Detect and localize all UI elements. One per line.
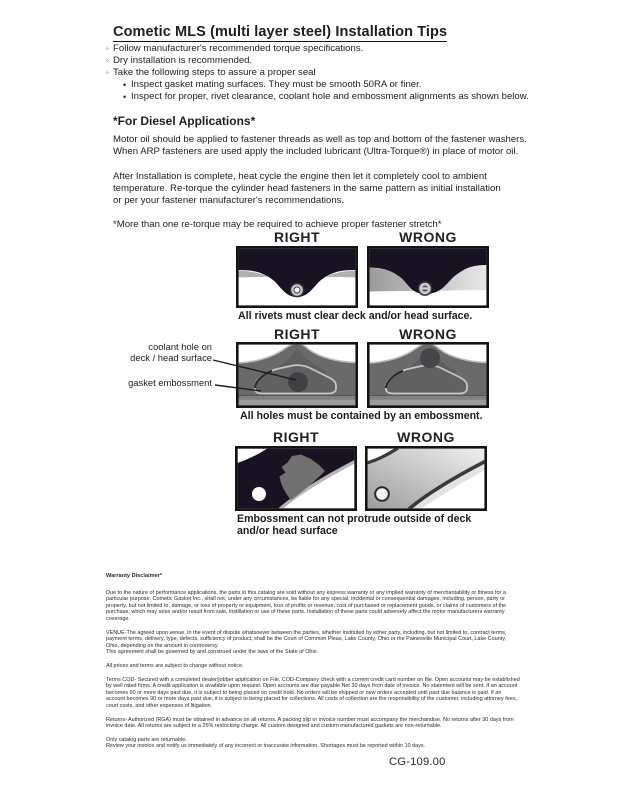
paragraph-line: After Installation is complete, heat cycle the engine then let it completely cool to ambient: [113, 170, 487, 182]
disclaimer-paragraph: All prices and terms are subject to change without notice.: [106, 662, 244, 669]
disclaimer-paragraph: Only catalog parts are returnable.: [106, 736, 187, 743]
bullet-icon: •: [123, 92, 127, 102]
fig3-caption: [237, 513, 471, 538]
fig3-wrong-panel: [365, 446, 487, 511]
fig2-right-label: RIGHT: [273, 326, 321, 342]
tip-text: Follow manufacturer's recommended torque specifications.: [113, 43, 364, 54]
bullet-icon: ◦: [106, 68, 109, 77]
list-item: [106, 67, 576, 79]
bolt-hole: [375, 487, 389, 501]
tip-text: Inspect gasket mating surfaces. They must be smooth 50RA or finer.: [131, 79, 422, 90]
list-item: [106, 43, 576, 55]
fig2-caption: All holes must be contained by an embossment.: [240, 410, 483, 422]
disclaimer-paragraph: VENUE-The agreed upon venue, in the event of dispute whatsoever between the parties, whether instituted by either party, including, but not limited to, contract terms, payment terms, delivery, type, defects, sufficiency of product, shall be the Court of Common Pleas, Lake County, Ohio or the Painesville Municipal Court, Lake County, Ohio, depending on the amount in controversy.: [106, 629, 507, 649]
label-line: gasket embossment: [128, 377, 212, 388]
tip-text: Inspect for proper, rivet clearance, coolant hole and embossment alignments as shown below.: [131, 91, 529, 102]
coolant-hole: [288, 372, 308, 392]
document-code: CG-109.00: [389, 756, 446, 768]
coolant-hole-label: [104, 341, 212, 364]
fig3-right-panel: [235, 446, 357, 511]
disclaimer-paragraph: Review your invoice and notify us immediately of any incorrect or inaccurate information. Shortages must be reported within 10 days.: [106, 743, 426, 750]
fig1-wrong-panel: [367, 246, 489, 308]
paragraph: [113, 134, 593, 158]
label-line: coolant hole on: [148, 341, 212, 352]
coolant-hole: [420, 348, 440, 368]
paragraph-line: *More than one re-torque may be required to achieve proper fastener stretch*: [113, 219, 442, 231]
list-item: [106, 55, 576, 67]
paragraph-line: or per your fastener manufacturer's recommendations.: [113, 195, 345, 207]
fig2-right-panel: [236, 342, 358, 408]
label-line: deck / head surface: [130, 352, 212, 364]
bullet-icon: •: [123, 80, 127, 90]
fig2-wrong-panel: [367, 342, 489, 408]
fig3-right-label: RIGHT: [272, 429, 320, 445]
paragraph-line: temperature. Re-torque the cylinder head fasteners in the same pattern as initial installation: [113, 182, 501, 194]
fig1-caption: All rivets must clear deck and/or head surface.: [238, 310, 473, 322]
gasket-embossment-label: [104, 377, 212, 388]
caption-line: Embossment can not protrude outside of deck: [237, 513, 472, 525]
page-title: Cometic MLS (multi layer steel) Installation Tips: [113, 24, 448, 40]
disclaimer-paragraph: Terms COD- Secured with a completed dealer/jobber application on File, COD-Company check with a current credit card number on file. Open accounts may be established by well rated firms. A credit application is available upon request. Open accounts are due payable Net 30 days from date of invoice. No statement will be sent. If an account becomes 60 or more days past due, it is subject to being placed on credit hold. No orders will be shipped or new orders accepted until past due balance is paid. If an account becomes 90 or more days past due, it is subject to being placed for collections. All costs of collection are the responsibility of the customer, including attorney fees, court costs, and other expenses of litigation.: [106, 676, 520, 709]
installation-tips-list: [106, 43, 576, 103]
fig2-wrong-label: WRONG: [399, 326, 457, 342]
caption-line: and/or head surface: [237, 525, 338, 538]
list-item: [123, 91, 576, 103]
bolt-hole: [252, 487, 266, 501]
list-item: [123, 79, 576, 91]
tip-text: Dry installation is recommended.: [113, 55, 253, 66]
fig1-right-label: RIGHT: [273, 229, 321, 245]
paragraph-line: Motor oil should be applied to fastener threads as well as top and bottom of the fastener washers.: [113, 134, 527, 146]
diesel-section: [113, 115, 593, 243]
fig1-wrong-label: WRONG: [399, 229, 457, 245]
paragraph-line: When ARP fasteners are used apply the included lubricant (Ultra-Torque®) in place of motor oil.: [113, 146, 519, 158]
disclaimer-paragraph: Returns- Authorized (RGA) must be obtained in advance on all returns. A packing slip or invoice number must accompany the merchandise. No returns after 30 days from invoice date. All returns are subject to a 25% restocking charge. All custom designed and custom manufactured gaskets are non-returnable.: [106, 716, 514, 730]
fig1-right-panel: [236, 246, 358, 308]
tip-text: Take the following steps to assure a proper seal: [113, 67, 316, 78]
disclaimer-paragraph: Due to the nature of performance applications, the parts in this catalog are sold without any express warranty or any implied warranty of merchantability or fitness for a particular purpose. Cometic Gasket Inc., shall not, under any circumstances, be liable for any special, incidental or consequential damages, including, person, party or property, but not limited to, damage, or loss of property or equipment, loss of profits or revenue, cost of purchased or replacement goods, or claims of customers of the purchase, which may arise and/or result from sale, instillation or use of these parts. Installation of these parts could adversely affect the motor manufacturers warranty coverage.: [106, 589, 507, 622]
paragraph: [113, 171, 593, 208]
warranty-disclaimer: [106, 573, 520, 757]
bullet-icon: ◦: [106, 44, 109, 53]
disclaimer-paragraph: This agreement shall be governed by and construed under the laws of the State of Ohio.: [106, 649, 319, 656]
section-heading: *For Diesel Applications*: [113, 114, 256, 128]
disclaimer-heading: Warranty Disclaimer*: [106, 573, 163, 579]
bullet-icon: ◦: [106, 56, 109, 65]
fig3-wrong-label: WRONG: [397, 429, 455, 445]
